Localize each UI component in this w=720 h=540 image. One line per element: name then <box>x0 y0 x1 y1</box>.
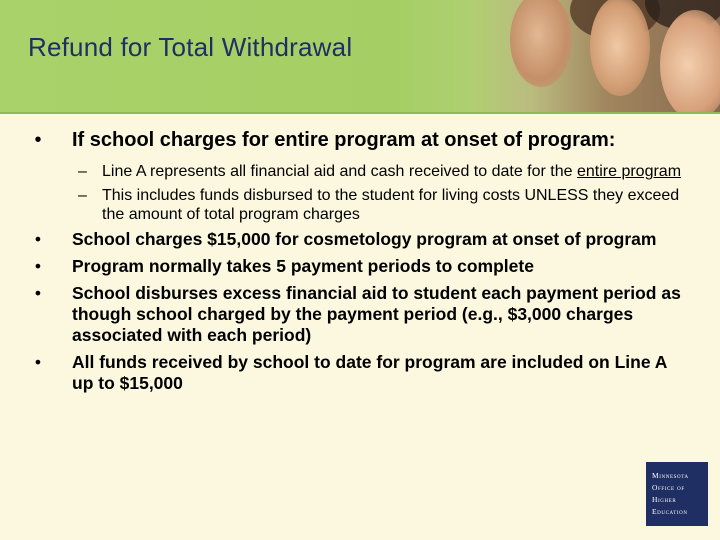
bullet-text: All funds received by school to date for program are included on Line A up to $15,000 <box>72 352 667 393</box>
sub-bullet-text: This includes funds disbursed to the student for living costs UNLESS they exceed the amount of total program charges <box>102 187 680 223</box>
slide-body <box>28 128 688 400</box>
dash-glyph: – <box>78 187 87 204</box>
bullet-glyph: • <box>34 129 42 151</box>
header-divider <box>0 112 720 114</box>
bullet-text: If school charges for entire program at onset of program: <box>72 129 616 151</box>
bullet-glyph: • <box>34 352 42 372</box>
underlined-text: entire program <box>576 163 682 180</box>
sub-bullet-item <box>78 162 688 181</box>
sub-bullet-item <box>78 186 688 224</box>
logo-line: Education <box>652 507 688 516</box>
students-photo <box>470 0 720 112</box>
photo-face <box>590 0 650 96</box>
mohe-logo <box>646 462 708 526</box>
bullet-text: Program normally takes 5 payment periods to complete <box>72 256 534 276</box>
bullet-text: School charges $15,000 for cosmetology program at onset of program <box>72 229 657 249</box>
bullet-item <box>28 256 688 277</box>
photo-face <box>510 0 572 87</box>
bullet-glyph: • <box>34 256 42 276</box>
slide-title: Refund for Total Withdrawal <box>28 32 353 62</box>
bullet-text: School disburses excess financial aid to student each payment period as though school charged by the payment period (e.g., $3,000 charges associated with each period) <box>72 283 681 345</box>
logo-line: Office of <box>652 483 685 492</box>
logo-line: Minnesota <box>652 471 689 480</box>
bullet-glyph: • <box>34 283 42 303</box>
bullet-item <box>28 283 688 346</box>
logo-line: Higher <box>652 495 677 504</box>
bullet-item <box>28 229 688 250</box>
bullet-glyph: • <box>34 229 42 249</box>
sub-bullet-list <box>28 162 688 224</box>
bullet-item <box>28 352 688 394</box>
dash-glyph: – <box>78 163 87 180</box>
sub-bullet-text: Line A represents all financial aid and cash received to date for the <box>102 163 577 180</box>
bullet-item <box>28 128 688 152</box>
header-banner <box>0 0 720 112</box>
